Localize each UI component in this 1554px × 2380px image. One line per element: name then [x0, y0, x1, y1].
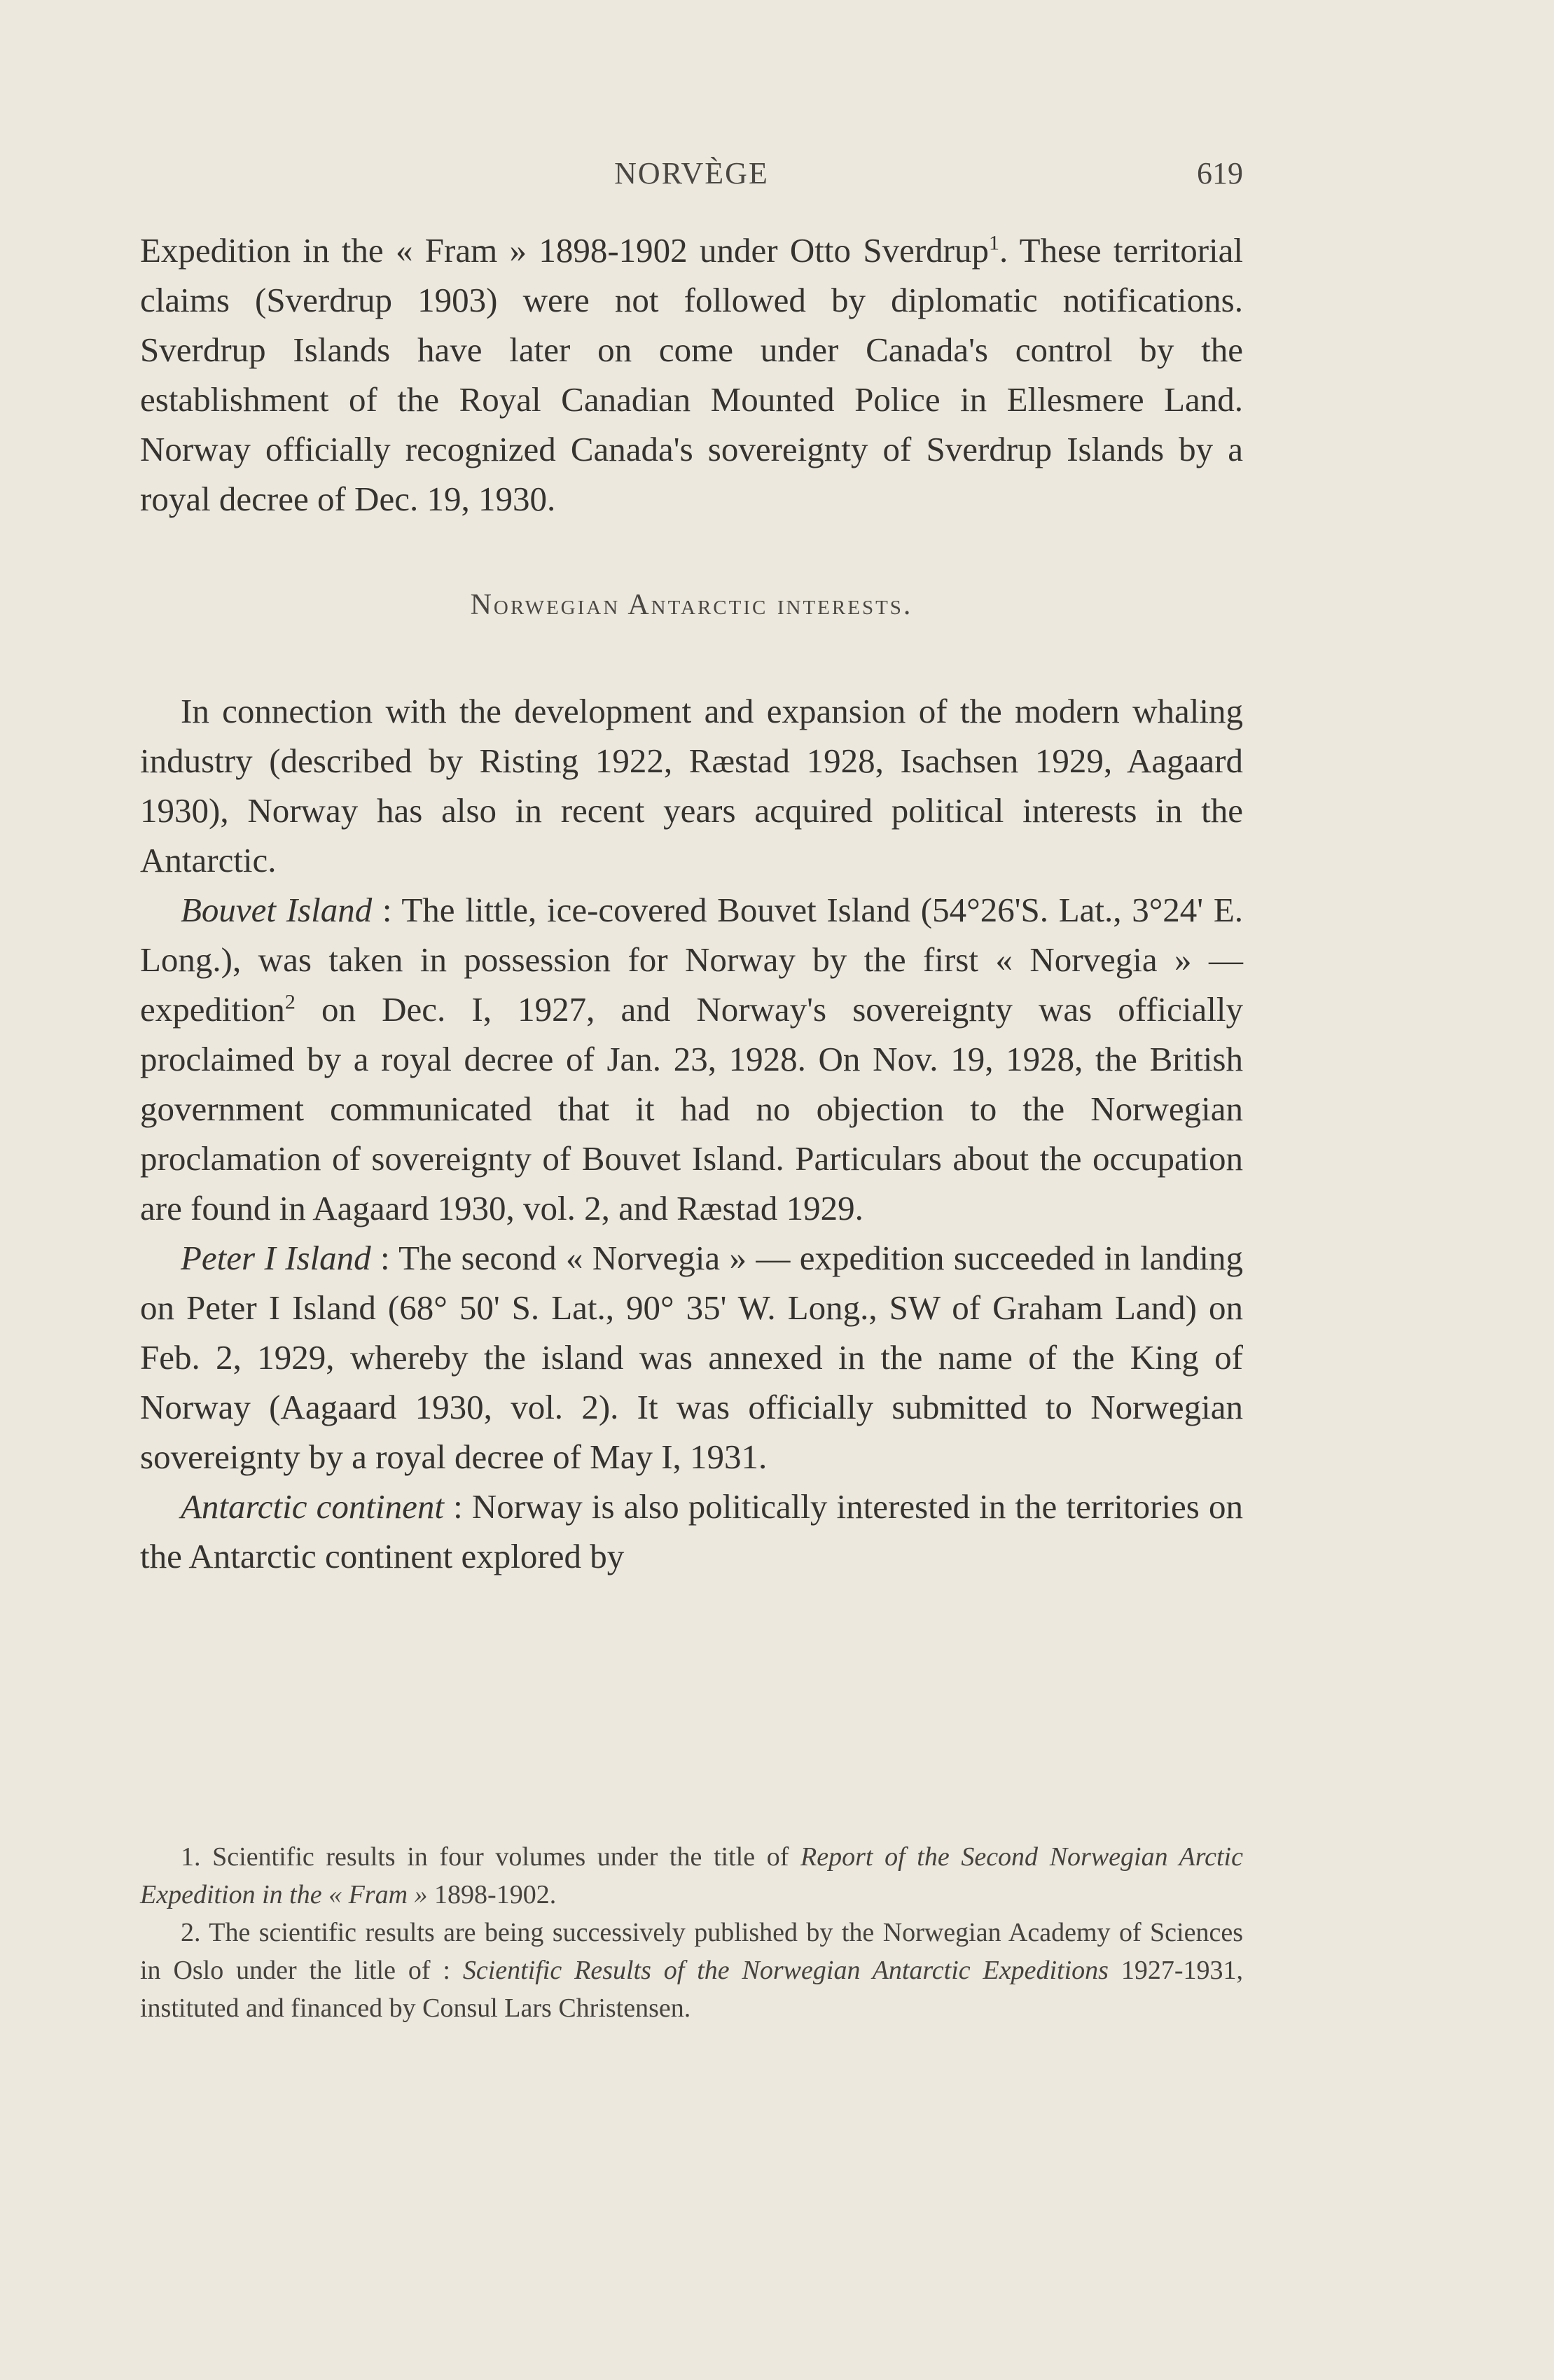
- section-heading: Norwegian Antarctic interests.: [470, 589, 913, 621]
- paragraph-antarctic-continent: [140, 1482, 1243, 1581]
- paragraph-text: . These territorial claims (Sverdrup 1903) were not followed by diplomatic notifications. Sverdrup Islands have later on come under Canada's control by the establishment of the Royal Canadian Mounted Police in Ellesmere Land. Norway officially recognized Canada's sovereignty of Sverdrup Islands by a royal decree of Dec. 19, 1930.: [140, 231, 1243, 518]
- page-number: 619: [1197, 156, 1243, 190]
- running-head: NORVÈGE: [614, 156, 769, 190]
- footnote-title: Report of the Second Norwegian Arctic Expedition in the « Fram »: [140, 1842, 1243, 1909]
- footnote-reference: 1: [988, 231, 999, 255]
- paragraph-text: : Norway is also politically interested in the territories on the Antarctic continent explored by: [140, 1487, 1244, 1575]
- paragraph-lead-in: Peter I Island: [181, 1239, 371, 1277]
- paragraph-text: In connection with the development and expansion of the modern whaling industry (described by Risting 1922, Ræstad 1928, Isachsen 1929, Aagaard 1930), Norway has also in recent years acquired political interests in the Antarctic.: [140, 692, 1243, 879]
- footnotes: [140, 1838, 1243, 2027]
- footnote-title: Scientific Results of the Norwegian Antarctic Expeditions: [462, 1956, 1109, 1985]
- paragraph-lead-in: Antarctic continent: [181, 1487, 444, 1526]
- paragraph-text: Expedition in the « Fram » 1898-1902 under Otto Sverdrup: [140, 231, 989, 270]
- footnote-reference: 2: [284, 990, 296, 1014]
- paragraph-lead-in: Bouvet Island: [181, 891, 373, 929]
- paragraph-text: on Dec. I, 1927, and Norway's sovereignty was officially proclaimed by a royal decree of Jan. 23, 1928. On Nov. 19, 1928, the British government communicated that it had no objection to the Norwegian proclamation of sovereignty of Bouvet Island. Particulars about the occupation are found in Aagaard 1930, vol. 2, and Ræstad 1929.: [140, 990, 1243, 1227]
- paragraph-sverdrup-islands: [140, 225, 1243, 524]
- paragraph-peter-i-island: [140, 1233, 1243, 1482]
- paragraph-whaling-industry: [140, 686, 1243, 885]
- paragraph-text: : The little, ice-covered Bouvet Island (54°26'S. Lat., 3°24' E. Long.), was taken in possession for Norway by the first « Norvegia » — expedition: [140, 891, 1243, 1029]
- footnote-text: 2. The scientific results are being successively published by the Norwegian Academy of Sciences in Oslo under the litle of :: [140, 1918, 1243, 1985]
- body-text: [140, 225, 1243, 1581]
- footnote-text: 1. Scientific results in four volumes under the title of: [181, 1842, 801, 1872]
- footnote-1: [140, 1838, 1243, 1914]
- footnote-text: 1927-1931, instituted and financed by Consul Lars Christensen.: [140, 1956, 1243, 2023]
- page-header: [140, 155, 1243, 197]
- footnote-2: [140, 1914, 1243, 2027]
- paragraph-bouvet-island: [140, 885, 1243, 1233]
- paragraph-text: : The second « Norvegia » — expedition succeeded in landing on Peter I Island (68° 50' S. Lat., 90° 35' W. Long., SW of Graham Land) on Feb. 2, 1929, whereby the island was annexed in the name of the King of Norway (Aagaard 1930, vol. 2). It was officially submitted to Norwegian sovereignty by a royal decree of May I, 1931.: [140, 1239, 1244, 1476]
- footnote-text: 1898-1902.: [427, 1880, 557, 1909]
